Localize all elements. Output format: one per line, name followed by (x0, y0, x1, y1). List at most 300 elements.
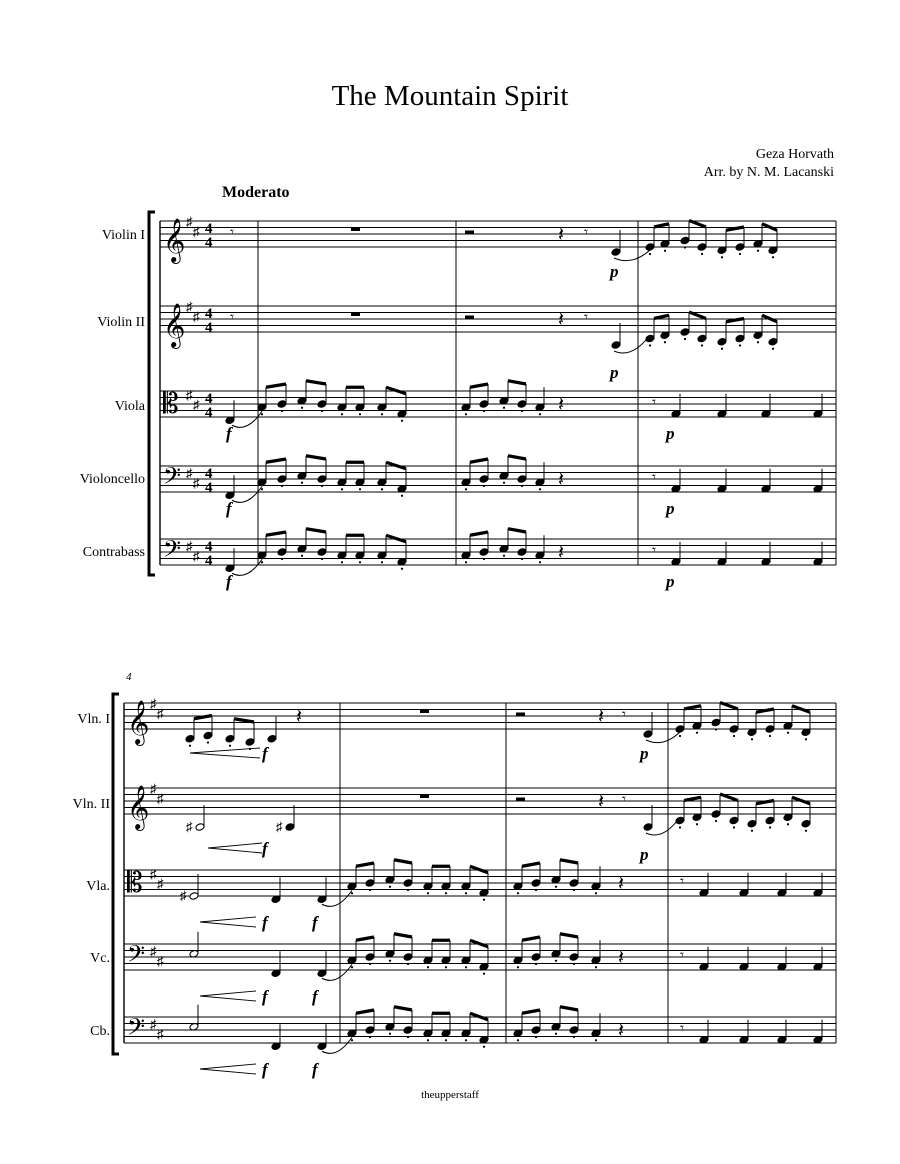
instrument-name-vc: Vc. (90, 951, 110, 966)
bass-clef: 𝄢 (127, 1013, 146, 1046)
staccato-dot (207, 741, 209, 743)
dynamic-piano: p (640, 845, 649, 864)
staccato-dot (483, 1046, 485, 1048)
notehead (403, 879, 413, 888)
staccato-dot (664, 250, 666, 252)
sharp-key-signature: ♯ (157, 953, 164, 969)
notehead (611, 341, 621, 350)
staccato-dot (517, 1039, 519, 1041)
beam (470, 940, 488, 947)
staccato-dot (401, 568, 403, 570)
beam (394, 934, 412, 937)
staccato-dot (573, 889, 575, 891)
staccato-dot (445, 1039, 447, 1041)
staccato-dot (757, 250, 759, 252)
beam (266, 459, 286, 462)
quarter-rest: 𝄽 (558, 542, 565, 564)
staccato-dot (465, 561, 467, 563)
beam (386, 462, 406, 469)
staccato-dot (483, 410, 485, 412)
dynamic-forte: f (262, 1060, 268, 1079)
half-rest (465, 316, 474, 320)
staccato-dot (684, 338, 686, 340)
notehead (517, 400, 527, 409)
notehead (643, 823, 653, 832)
time-signature-denominator: 4 (205, 480, 213, 496)
sharp-key-signature: ♯ (186, 299, 193, 314)
staccato-dot (381, 561, 383, 563)
staccato-dot (733, 735, 735, 737)
instrument-name-contrabass: Contrabass (82, 545, 145, 560)
notehead (365, 953, 375, 962)
beam (356, 937, 374, 940)
notehead (645, 243, 655, 252)
staccato-dot (465, 1039, 467, 1041)
treble-clef: 𝄞 (163, 303, 186, 347)
eighth-rest: 𝄾 (230, 225, 234, 241)
staccato-dot (229, 745, 231, 747)
staccato-dot (701, 344, 703, 346)
notehead (729, 816, 739, 825)
crescendo-hairpin (208, 843, 262, 853)
half-rest (516, 713, 525, 717)
sharp-key-signature: ♯ (150, 1016, 157, 1032)
staccato-dot (521, 558, 523, 560)
notehead (267, 734, 277, 743)
staccato-dot (281, 485, 283, 487)
staccato-dot (721, 348, 723, 350)
staccato-dot (401, 420, 403, 422)
staccato-dot (772, 348, 774, 350)
staccato-dot (539, 488, 541, 490)
staccato-dot (751, 738, 753, 740)
staccato-dot (389, 1033, 391, 1035)
instrument-name-violin-2: Violin II (97, 315, 145, 330)
instrument-name-cb: Cb. (90, 1024, 110, 1039)
beam (356, 1010, 374, 1013)
staccato-dot (281, 558, 283, 560)
staccato-dot (261, 561, 263, 563)
staccato-dot (503, 407, 505, 409)
beam (266, 384, 286, 387)
eighth-rest: 𝄾 (622, 792, 626, 808)
eighth-rest: 𝄾 (680, 874, 684, 890)
sharp-key-signature: ♯ (150, 696, 157, 711)
staccato-dot (483, 899, 485, 901)
instrument-name-vln-2: Vln. II (72, 797, 110, 812)
beam (508, 381, 526, 384)
staccato-dot (359, 488, 361, 490)
notehead (317, 548, 327, 557)
beam (470, 1013, 488, 1020)
staccato-dot (351, 1039, 353, 1041)
notehead (569, 879, 579, 888)
dynamic-piano: p (610, 363, 619, 382)
sharp-key-signature: ♯ (150, 866, 157, 882)
beam (470, 459, 488, 462)
notehead (517, 548, 527, 557)
staccato-dot (483, 558, 485, 560)
staccato-dot (301, 482, 303, 484)
staccato-dot (465, 892, 467, 894)
whole-rest (420, 795, 429, 799)
staccato-dot (445, 966, 447, 968)
dynamic-forte: f (262, 744, 268, 763)
time-signature-numerator: 4 (205, 391, 213, 407)
sharp-key-signature: ♯ (193, 223, 200, 239)
staccato-dot (696, 823, 698, 825)
staccato-dot (359, 413, 361, 415)
crescendo-hairpin (200, 1064, 256, 1074)
dynamic-forte: f (312, 1060, 318, 1079)
staccato-dot (679, 826, 681, 828)
staccato-dot (679, 735, 681, 737)
bass-clef: 𝄢 (163, 462, 182, 495)
staccato-dot (189, 745, 191, 747)
staccato-dot (757, 341, 759, 343)
staccato-dot (359, 561, 361, 563)
system-bracket (149, 212, 155, 575)
beam (266, 532, 286, 535)
beam (386, 387, 406, 394)
sharp-key-signature: ♯ (150, 781, 157, 796)
sharp-key-signature: ♯ (193, 397, 200, 412)
staccato-dot (369, 1036, 371, 1038)
beam (560, 1007, 578, 1010)
notehead (365, 879, 375, 888)
staccato-dot (535, 889, 537, 891)
sharp-accidental: ♯ (186, 819, 193, 834)
dynamic-piano: p (666, 572, 675, 591)
notehead (729, 725, 739, 734)
instrument-name-vln-1: Vln. I (77, 712, 110, 727)
sharp-key-signature: ♯ (186, 214, 193, 229)
whole-rest (351, 313, 360, 317)
beam (654, 315, 669, 318)
dynamic-forte: f (312, 913, 318, 932)
dynamic-forte: f (262, 839, 268, 858)
eighth-rest: 𝄾 (230, 310, 234, 326)
treble-clef: 𝄞 (127, 785, 150, 829)
staccato-dot (517, 966, 519, 968)
beam (720, 794, 738, 801)
beam (654, 224, 669, 227)
notehead (277, 400, 287, 409)
dynamic-piano: p (666, 424, 675, 443)
staccato-dot (341, 488, 343, 490)
staccato-dot (739, 344, 741, 346)
notehead (479, 475, 489, 484)
dynamic-forte: f (312, 987, 318, 1006)
staccato-dot (503, 555, 505, 557)
notehead (569, 1026, 579, 1035)
notehead (697, 243, 707, 252)
quarter-rest: 𝄽 (558, 469, 565, 491)
notehead (768, 337, 778, 346)
instrument-name-viola: Viola (114, 399, 145, 414)
notehead (531, 953, 541, 962)
staccato-dot (573, 1036, 575, 1038)
notehead (479, 548, 489, 557)
dynamic-piano: p (610, 262, 619, 281)
time-signature-numerator: 4 (205, 221, 213, 237)
staccato-dot (281, 410, 283, 412)
time-signature-denominator: 4 (205, 235, 213, 251)
notehead (569, 953, 579, 962)
staccato-dot (769, 826, 771, 828)
notehead (697, 334, 707, 343)
sharp-key-signature: ♯ (150, 943, 157, 959)
staccato-dot (715, 820, 717, 822)
staccato-dot (389, 960, 391, 962)
sharp-key-signature: ♯ (186, 387, 193, 403)
beam (470, 866, 488, 873)
sharp-key-signature: ♯ (186, 465, 193, 481)
time-signature-denominator: 4 (205, 553, 213, 569)
notehead (675, 725, 685, 734)
notehead (735, 334, 745, 343)
beam (560, 860, 578, 863)
staccato-dot (805, 830, 807, 832)
sharp-key-signature: ♯ (157, 876, 164, 891)
staccato-dot (772, 256, 774, 258)
composer-credit: Geza Horvath (755, 147, 834, 162)
staccato-dot (321, 558, 323, 560)
staccato-dot (351, 966, 353, 968)
beam (684, 797, 701, 800)
staccato-dot (381, 488, 383, 490)
notehead (680, 236, 690, 245)
notehead (479, 400, 489, 409)
quarter-rest: 𝄽 (618, 873, 625, 895)
staccato-dot (483, 973, 485, 975)
notehead (245, 738, 255, 747)
time-signature-denominator: 4 (205, 320, 213, 336)
staccato-dot (369, 963, 371, 965)
notehead (189, 892, 199, 901)
sharp-key-signature: ♯ (193, 475, 200, 491)
quarter-rest: 𝄽 (598, 791, 605, 813)
notehead (317, 400, 327, 409)
beam (522, 937, 540, 940)
beam (792, 706, 810, 713)
notehead (711, 718, 721, 727)
staccato-dot (465, 488, 467, 490)
time-signature-denominator: 4 (205, 405, 213, 421)
time-signature-numerator: 4 (205, 466, 213, 482)
dynamic-forte: f (226, 499, 232, 518)
staccato-dot (521, 485, 523, 487)
staccato-dot (595, 966, 597, 968)
beam (508, 456, 526, 459)
staccato-dot (787, 732, 789, 734)
sharp-key-signature: ♯ (157, 705, 164, 721)
sharp-key-signature: ♯ (157, 790, 164, 806)
quarter-rest: 𝄽 (558, 224, 565, 246)
quarter-rest: 𝄽 (558, 309, 565, 331)
eighth-rest: 𝄾 (652, 470, 656, 486)
beam (306, 456, 326, 459)
quarter-rest: 𝄽 (296, 706, 303, 728)
staccato-dot (521, 410, 523, 412)
staccato-dot (649, 253, 651, 255)
instrument-name-violin-1: Violin I (101, 228, 145, 243)
staccato-dot (751, 830, 753, 832)
beam (234, 719, 254, 722)
staccato-dot (445, 892, 447, 894)
beam (470, 384, 488, 387)
staccato-dot (739, 253, 741, 255)
footer-credit: theupperstaff (421, 1089, 479, 1101)
sharp-accidental: ♯ (180, 888, 187, 903)
staccato-dot (684, 246, 686, 248)
notehead (531, 1026, 541, 1035)
treble-clef: 𝄞 (127, 700, 150, 744)
notehead (277, 548, 287, 557)
notehead (765, 816, 775, 825)
staccato-dot (465, 413, 467, 415)
instrument-name-vla: Vla. (86, 879, 110, 894)
staccato-dot (503, 482, 505, 484)
quarter-rest: 𝄽 (598, 706, 605, 728)
instrument-name-violoncello: Violoncello (79, 472, 145, 487)
quarter-rest: 𝄽 (618, 1020, 625, 1042)
staccato-dot (721, 256, 723, 258)
alto-clef: 𝄡 (163, 387, 179, 420)
notehead (185, 734, 195, 743)
staccato-dot (555, 960, 557, 962)
sharp-key-signature: ♯ (193, 548, 200, 564)
staccato-dot (535, 963, 537, 965)
staccato-dot (715, 728, 717, 730)
staccato-dot (407, 889, 409, 891)
staccato-dot (261, 488, 263, 490)
notehead (717, 337, 727, 346)
staccato-dot (555, 886, 557, 888)
treble-clef: 𝄞 (163, 218, 186, 262)
staccato-dot (733, 826, 735, 828)
half-rest (465, 231, 474, 235)
notehead (801, 819, 811, 828)
staccato-dot (805, 738, 807, 740)
beam (356, 863, 374, 866)
quarter-rest: 𝄽 (618, 947, 625, 969)
notehead (403, 953, 413, 962)
notehead (317, 475, 327, 484)
staccato-dot (595, 892, 597, 894)
staccato-dot (517, 892, 519, 894)
staccato-dot (407, 963, 409, 965)
crescendo-hairpin (200, 917, 256, 927)
staccato-dot (664, 341, 666, 343)
dynamic-forte: f (262, 987, 268, 1006)
dynamic-piano: p (666, 499, 675, 518)
sharp-key-signature: ♯ (193, 308, 200, 324)
eighth-rest: 𝄾 (680, 1021, 684, 1037)
tempo-marking: Moderato (222, 184, 290, 201)
notehead (225, 734, 235, 743)
staccato-dot (787, 823, 789, 825)
beam (470, 532, 488, 535)
bass-clef: 𝄢 (127, 940, 146, 973)
notehead (285, 823, 295, 832)
staccato-dot (535, 1036, 537, 1038)
beam (762, 224, 777, 231)
eighth-rest: 𝄾 (652, 395, 656, 411)
notehead (735, 243, 745, 252)
beam (386, 535, 406, 542)
staccato-dot (301, 407, 303, 409)
notehead (195, 823, 205, 832)
notehead (765, 725, 775, 734)
beam (792, 797, 810, 804)
staccato-dot (701, 253, 703, 255)
notehead (365, 1026, 375, 1035)
whole-rest (351, 228, 360, 232)
crescendo-hairpin (200, 991, 256, 1001)
beam (508, 529, 526, 532)
sharp-accidental: ♯ (276, 819, 283, 834)
notehead (680, 328, 690, 337)
beam (689, 312, 706, 319)
staccato-dot (321, 485, 323, 487)
staccato-dot (369, 889, 371, 891)
notehead (643, 730, 653, 739)
time-signature-numerator: 4 (205, 539, 213, 555)
dynamic-forte: f (226, 424, 232, 443)
staccato-dot (769, 735, 771, 737)
dynamic-forte: f (262, 913, 268, 932)
beam (306, 529, 326, 532)
staccato-dot (427, 892, 429, 894)
beam (560, 934, 578, 937)
staccato-dot (696, 732, 698, 734)
sharp-key-signature: ♯ (186, 538, 193, 554)
time-signature-numerator: 4 (205, 306, 213, 322)
beam (306, 381, 326, 384)
beam (522, 1010, 540, 1013)
system-bracket (113, 694, 119, 1054)
dynamic-piano: p (640, 744, 649, 763)
staccato-dot (401, 495, 403, 497)
notehead (403, 1026, 413, 1035)
whole-rest (420, 710, 429, 714)
staccato-dot (301, 555, 303, 557)
beam (762, 315, 777, 322)
eighth-rest: 𝄾 (680, 948, 684, 964)
beam (689, 221, 706, 228)
arranger-credit: Arr. by N. M. Lacanski (703, 165, 834, 180)
sharp-key-signature: ♯ (157, 1026, 164, 1042)
staccato-dot (539, 413, 541, 415)
staccato-dot (539, 561, 541, 563)
eighth-rest: 𝄾 (584, 225, 588, 241)
notehead (517, 475, 527, 484)
staccato-dot (341, 413, 343, 415)
staccato-dot (381, 413, 383, 415)
staccato-dot (649, 344, 651, 346)
staccato-dot (573, 963, 575, 965)
staccato-dot (555, 1033, 557, 1035)
staccato-dot (341, 561, 343, 563)
notehead (711, 810, 721, 819)
staccato-dot (351, 892, 353, 894)
staccato-dot (595, 1039, 597, 1041)
page-title: The Mountain Spirit (331, 80, 569, 112)
staccato-dot (261, 413, 263, 415)
quarter-rest: 𝄽 (558, 394, 565, 416)
beam (684, 706, 701, 709)
